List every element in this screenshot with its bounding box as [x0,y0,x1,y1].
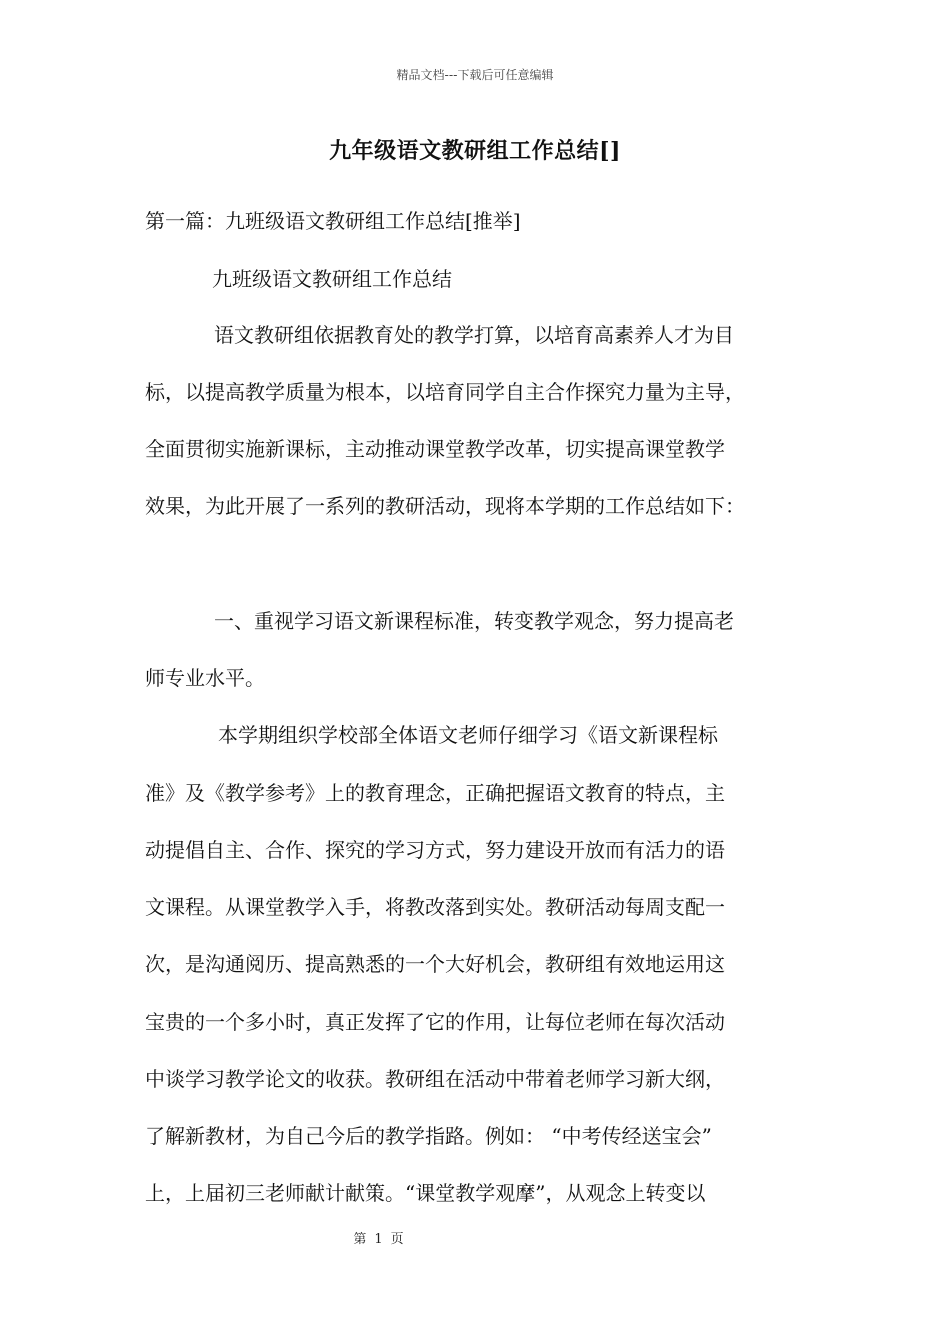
paragraph-line: 语文教研组依据教育处的教学打算，以培育高素养人才为目 [214,323,734,347]
section-heading-line: 师专业水平。 [145,666,265,690]
paragraph-line: 动提倡自主、合作、探究的学习方式，努力建设开放而有活力的语 [145,838,725,862]
paragraph-line: 次，是沟通阅历、提高熟悉的一个大好机会，教研组有效地运用这 [145,952,725,976]
paragraph-line: 上，上届初三老师献计献策。“课堂教学观摩”，从观念上转变以 [145,1181,706,1205]
document-title: 九年级语文教研组工作总结[] [329,138,621,164]
page-number: 1 [374,1232,383,1247]
paragraph-line: 效果，为此开展了一系列的教研活动，现将本学期的工作总结如下： [145,494,745,518]
paragraph-line: 准》及《教学参考》上的教育理念，正确把握语文教育的特点，主 [145,781,725,805]
subtitle: 九班级语文教研组工作总结 [212,267,452,291]
paragraph-line: 宝贵的一个多小时，真正发挥了它的作用，让每位老师在每次活动 [145,1010,725,1034]
footer-suffix: 页 [390,1232,404,1247]
paragraph-line: 本学期组织学校部全体语文老师仔细学习《语文新课程标 [218,723,718,747]
section-heading: 第一篇：九班级语文教研组工作总结[推举] [145,209,521,233]
paragraph-line: 标，以提高教学质量为根本，以培育同学自主合作探究力量为主导， [145,380,745,404]
section-heading-line: 一、重视学习语文新课程标准，转变教学观念，努力提高老 [214,609,734,633]
page-header: 精品文档---下载后可任意编辑 [396,68,554,82]
footer-prefix: 第 [353,1232,367,1247]
paragraph-line: 全面贯彻实施新课标，主动推动课堂教学改革，切实提高课堂教学 [145,437,725,461]
page-footer [0,1228,757,1247]
paragraph-line: 中谈学习教学论文的收获。教研组在活动中带着老师学习新大纲， [145,1067,725,1091]
paragraph-line: 文课程。从课堂教学入手，将教改落到实处。教研活动每周支配一 [145,895,725,919]
paragraph-line: 了解新教材，为自己今后的教学指路。例如： “中考传经送宝会” [145,1124,712,1148]
